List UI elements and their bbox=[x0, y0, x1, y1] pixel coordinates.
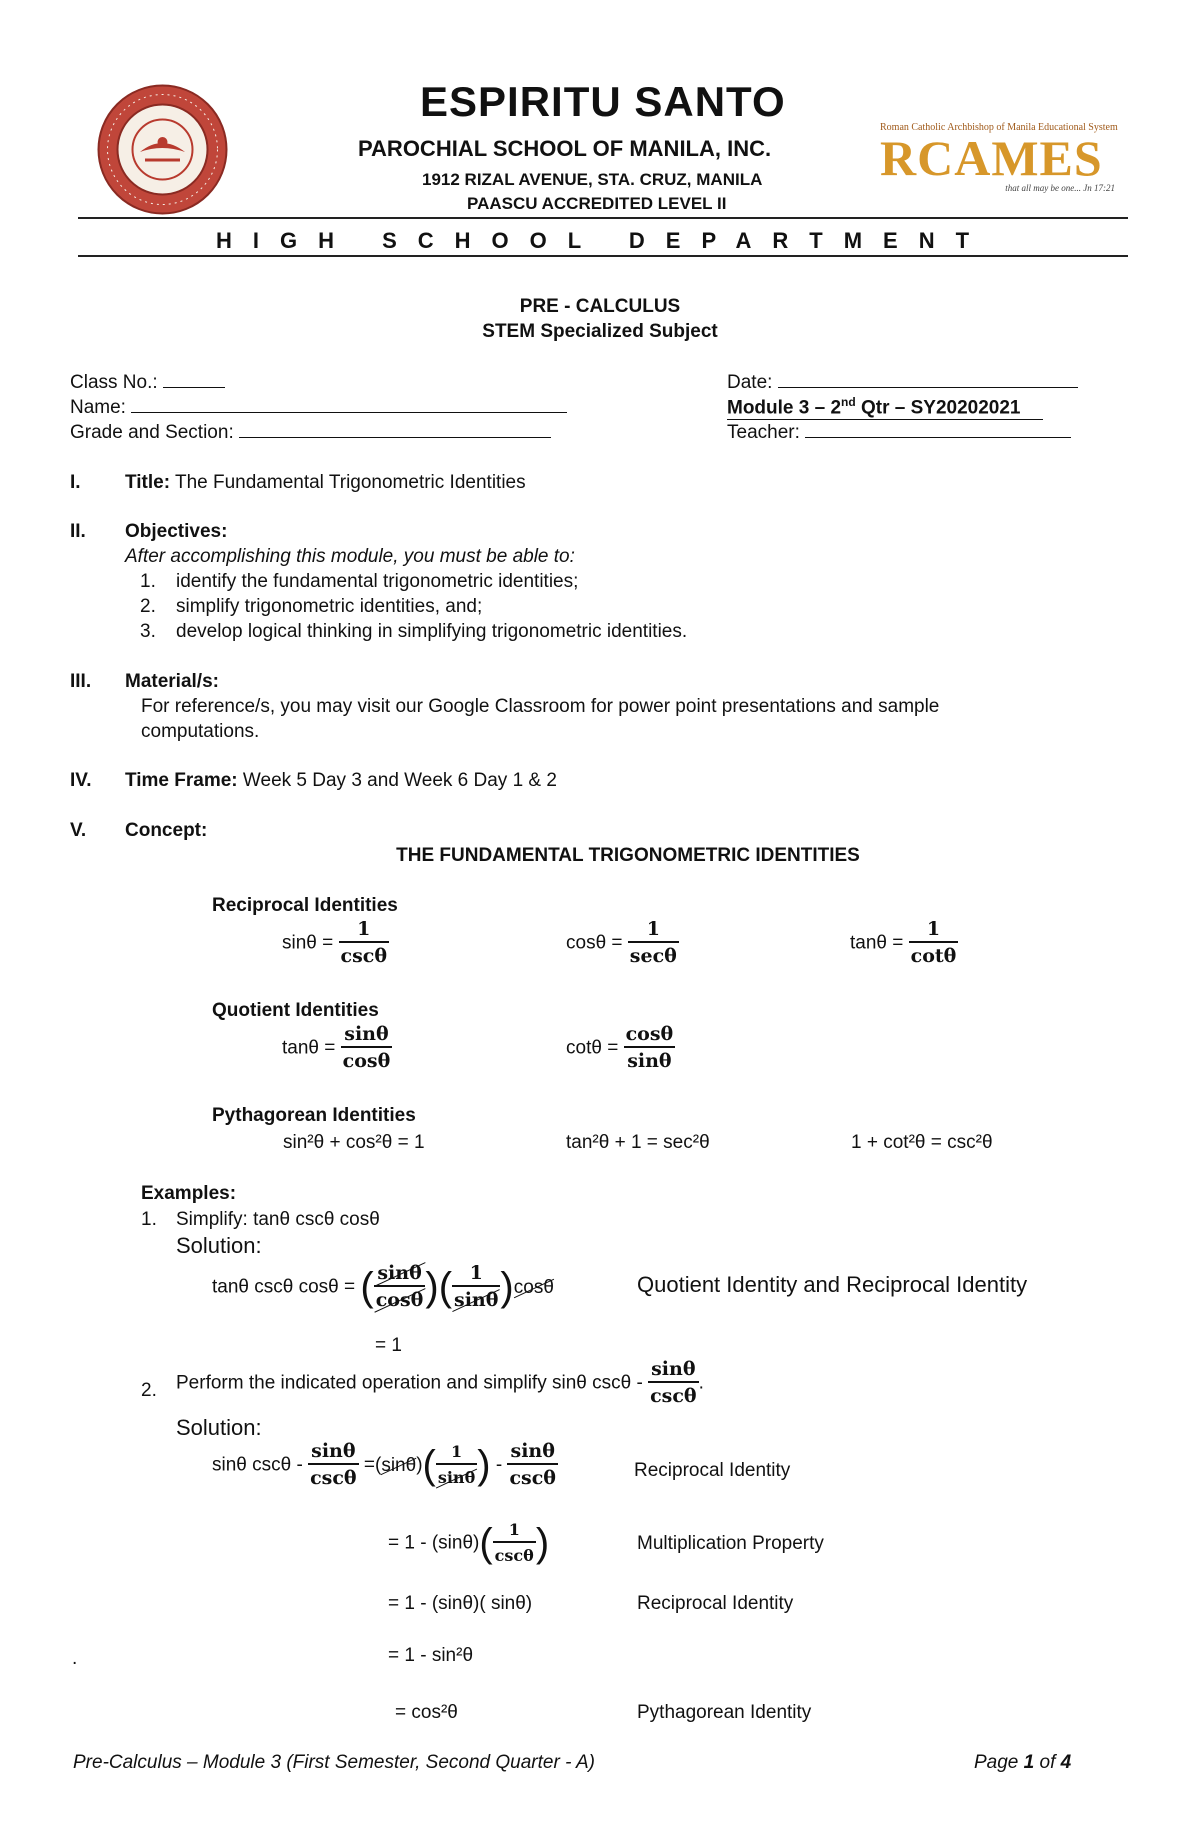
paren-open: ( bbox=[422, 1443, 436, 1487]
pythagorean-2: tan²θ + 1 = sec²θ bbox=[566, 1132, 710, 1153]
denominator: cscθ bbox=[339, 941, 390, 969]
fraction bbox=[624, 1023, 676, 1074]
paren-close: ) bbox=[416, 1454, 423, 1476]
objective-item: identify the fundamental trigonometric identities; bbox=[176, 571, 579, 592]
objective-number: 2. bbox=[140, 596, 156, 617]
class-no-label: Class No.: bbox=[70, 372, 158, 393]
example-2-solution-label: Solution: bbox=[176, 1415, 262, 1440]
school-seal bbox=[95, 82, 230, 222]
section-4-number: IV. bbox=[70, 770, 92, 791]
numerator-cancelled: sinθ bbox=[374, 1262, 426, 1285]
denominator-cancelled: cosθ bbox=[374, 1285, 426, 1313]
paren-close: ) bbox=[535, 1521, 550, 1565]
example-1-solution-label: Solution: bbox=[176, 1233, 262, 1258]
reciprocal-sin bbox=[282, 918, 389, 969]
cos-lhs: cosθ = bbox=[566, 932, 623, 954]
reciprocal-tan bbox=[850, 918, 958, 969]
module-prefix: Module 3 – 2 bbox=[727, 397, 842, 419]
denominator: cscθ bbox=[493, 1541, 536, 1569]
section-1-number: I. bbox=[70, 472, 81, 493]
denominator: cscθ bbox=[308, 1463, 359, 1491]
materials-line-2: computations. bbox=[141, 721, 260, 742]
stray-dot: . bbox=[72, 1648, 78, 1669]
date-blank[interactable] bbox=[778, 370, 1078, 388]
paren-open: ( bbox=[375, 1454, 382, 1476]
materials-line-1: For reference/s, you may visit our Google Classroom for power point presentations and sample bbox=[141, 696, 940, 717]
example-1-number: 1. bbox=[141, 1209, 157, 1230]
minus: - bbox=[495, 1454, 503, 1476]
denominator: cscθ bbox=[507, 1463, 558, 1491]
numerator: 1 bbox=[357, 918, 371, 940]
class-no-field[interactable] bbox=[70, 370, 225, 394]
example-2-step-5-reason: Pythagorean Identity bbox=[637, 1702, 812, 1723]
numerator: 1 bbox=[450, 1442, 463, 1461]
denominator-cancelled: sinθ bbox=[436, 1463, 477, 1491]
denominator-cancelled: sinθ bbox=[452, 1285, 500, 1313]
tan-lhs: tanθ = bbox=[850, 932, 904, 954]
quotient-cot bbox=[566, 1023, 675, 1074]
example-2-step-4: = 1 - sin²θ bbox=[388, 1645, 474, 1666]
date-field[interactable] bbox=[727, 370, 1078, 394]
example-2-step-1 bbox=[212, 1440, 558, 1491]
example-1-text: Simplify: tanθ cscθ cosθ bbox=[176, 1209, 380, 1230]
class-no-blank[interactable] bbox=[163, 370, 225, 388]
tan-lhs: tanθ = bbox=[282, 1037, 336, 1059]
header-rule-top bbox=[78, 217, 1128, 219]
example-1-result: = 1 bbox=[375, 1335, 402, 1356]
concept-heading: THE FUNDAMENTAL TRIGONOMETRIC IDENTITIES bbox=[396, 845, 860, 866]
teacher-field[interactable] bbox=[727, 420, 1071, 444]
rcames-top-text: Roman Catholic Archbishop of Manila Educational System bbox=[880, 122, 1118, 133]
fraction bbox=[308, 1440, 359, 1491]
fraction bbox=[507, 1440, 558, 1491]
numerator: 1 bbox=[926, 918, 941, 940]
example-2-lhs: sinθ cscθ - bbox=[212, 1454, 303, 1476]
name-field[interactable] bbox=[70, 395, 567, 419]
paren-close: ) bbox=[477, 1443, 491, 1487]
quotient-heading: Quotient Identities bbox=[212, 1000, 379, 1021]
denominator: secθ bbox=[628, 941, 679, 969]
module-label bbox=[727, 395, 1043, 420]
footer-module-info: Pre-Calculus – Module 3 (First Semester, Second Quarter - A) bbox=[73, 1752, 595, 1773]
fraction bbox=[436, 1440, 477, 1491]
section-3-label: Material/s: bbox=[125, 671, 219, 692]
reciprocal-cos bbox=[566, 918, 679, 969]
paren-open: ( bbox=[360, 1265, 374, 1309]
section-5-number: V. bbox=[70, 820, 87, 841]
numerator: sinθ bbox=[344, 1023, 389, 1045]
example-1-lhs: tanθ cscθ cosθ = bbox=[212, 1276, 356, 1298]
pythagorean-1: sin²θ + cos²θ = 1 bbox=[283, 1132, 425, 1153]
cot-lhs: cotθ = bbox=[566, 1037, 619, 1059]
rcames-wordmark: RCAMES bbox=[880, 130, 1103, 186]
numerator: 1 bbox=[508, 1520, 520, 1539]
grade-section-field[interactable] bbox=[70, 420, 551, 444]
example-2-number: 2. bbox=[141, 1380, 157, 1401]
page-total: 4 bbox=[1060, 1752, 1072, 1773]
numerator: 1 bbox=[646, 918, 660, 940]
section-1-label: Title: bbox=[125, 472, 171, 493]
denominator: cscθ bbox=[648, 1381, 699, 1409]
school-address: 1912 RIZAL AVENUE, STA. CRUZ, MANILA bbox=[422, 170, 763, 189]
grade-section-blank[interactable] bbox=[239, 420, 551, 438]
paren-open: ( bbox=[438, 1265, 453, 1309]
denominator: cosθ bbox=[341, 1046, 393, 1074]
numerator: 1 bbox=[469, 1262, 483, 1284]
section-2-label: Objectives: bbox=[125, 521, 228, 542]
example-2-step-2-reason: Multiplication Property bbox=[637, 1533, 824, 1554]
quotient-tan bbox=[282, 1023, 392, 1074]
section-4-label: Time Frame: bbox=[125, 770, 238, 791]
page-of: of bbox=[1034, 1752, 1061, 1773]
pythagorean-3: 1 + cot²θ = csc²θ bbox=[851, 1132, 993, 1153]
numerator: sinθ bbox=[510, 1440, 555, 1462]
equals: = bbox=[363, 1454, 375, 1476]
example-2-step-3-reason: Reciprocal Identity bbox=[637, 1593, 794, 1614]
period: . bbox=[698, 1372, 704, 1394]
module-sup: nd bbox=[841, 395, 856, 409]
grade-section-label: Grade and Section: bbox=[70, 422, 234, 443]
header-rule-bottom bbox=[78, 255, 1128, 257]
examples-heading: Examples: bbox=[141, 1183, 237, 1204]
objectives-intro: After accomplishing this module, you must be able to: bbox=[125, 546, 575, 567]
department-banner: HIGH SCHOOL DEPARTMENT bbox=[215, 228, 991, 253]
fraction bbox=[493, 1518, 536, 1569]
example-2-step-1-reason: Reciprocal Identity bbox=[634, 1460, 791, 1481]
teacher-blank[interactable] bbox=[805, 420, 1071, 438]
numerator: sinθ bbox=[651, 1358, 696, 1380]
section-4-text: Week 5 Day 3 and Week 6 Day 1 & 2 bbox=[242, 770, 557, 791]
section-2-number: II. bbox=[70, 521, 86, 542]
name-label: Name: bbox=[70, 397, 126, 418]
page-current: 1 bbox=[1023, 1752, 1035, 1773]
date-label: Date: bbox=[727, 372, 773, 393]
fraction bbox=[341, 1023, 393, 1074]
teacher-label: Teacher: bbox=[727, 422, 800, 443]
section-5-label: Concept: bbox=[125, 820, 208, 841]
example-1-reason: Quotient Identity and Reciprocal Identity bbox=[637, 1272, 1028, 1297]
fraction bbox=[374, 1262, 426, 1313]
section-3-number: III. bbox=[70, 671, 92, 692]
denominator: cotθ bbox=[909, 941, 959, 969]
page-prefix: Page bbox=[974, 1752, 1024, 1773]
fraction bbox=[648, 1358, 699, 1409]
example-2-step-3: = 1 - (sinθ)( sinθ) bbox=[388, 1593, 533, 1614]
sin-lhs: sinθ = bbox=[282, 932, 334, 954]
sin-cancelled: sinθ bbox=[381, 1454, 417, 1476]
fraction bbox=[452, 1262, 500, 1313]
school-name: ESPIRITU SANTO bbox=[420, 78, 786, 125]
section-4 bbox=[125, 770, 557, 792]
subject-subtitle: STEM Specialized Subject bbox=[482, 321, 718, 342]
reciprocal-heading: Reciprocal Identities bbox=[212, 895, 398, 916]
section-1-text: The Fundamental Trigonometric Identities bbox=[174, 472, 526, 493]
numerator: cosθ bbox=[625, 1023, 674, 1045]
name-blank[interactable] bbox=[131, 395, 567, 413]
step-2-expression: = 1 - (sinθ) bbox=[388, 1532, 480, 1554]
example-1-step bbox=[212, 1262, 554, 1313]
footer-page-number bbox=[974, 1752, 1071, 1774]
fraction bbox=[339, 918, 390, 969]
rcames-logo bbox=[880, 122, 1118, 193]
paren-close: ) bbox=[500, 1265, 514, 1309]
objective-number: 3. bbox=[140, 621, 156, 642]
school-subtitle: PAROCHIAL SCHOOL OF MANILA, INC. bbox=[358, 136, 772, 161]
example-2-text-line bbox=[176, 1358, 704, 1409]
example-2-text: Perform the indicated operation and simplify sinθ cscθ - bbox=[176, 1372, 643, 1394]
denominator: sinθ bbox=[624, 1046, 676, 1074]
cos-cancelled: cosθ bbox=[513, 1276, 554, 1298]
pythagorean-heading: Pythagorean Identities bbox=[212, 1105, 416, 1126]
numerator: sinθ bbox=[311, 1440, 356, 1462]
fraction bbox=[909, 918, 959, 969]
subject-title: PRE - CALCULUS bbox=[519, 296, 681, 317]
objective-item: develop logical thinking in simplifying trigonometric identities. bbox=[176, 621, 688, 642]
objective-number: 1. bbox=[140, 571, 156, 592]
rcames-tagline: that all may be one... Jn 17:21 bbox=[1005, 183, 1115, 193]
objective-item: simplify trigonometric identities, and; bbox=[176, 596, 483, 617]
paren-open: ( bbox=[479, 1521, 493, 1565]
accreditation: PAASCU ACCREDITED LEVEL II bbox=[467, 194, 727, 213]
fraction bbox=[628, 918, 679, 969]
example-2-step-5: = cos²θ bbox=[395, 1702, 458, 1723]
paren-close: ) bbox=[425, 1265, 439, 1309]
module-suffix: Qtr – SY20202021 bbox=[855, 397, 1021, 419]
example-2-step-2 bbox=[388, 1518, 549, 1569]
section-1 bbox=[125, 472, 526, 494]
